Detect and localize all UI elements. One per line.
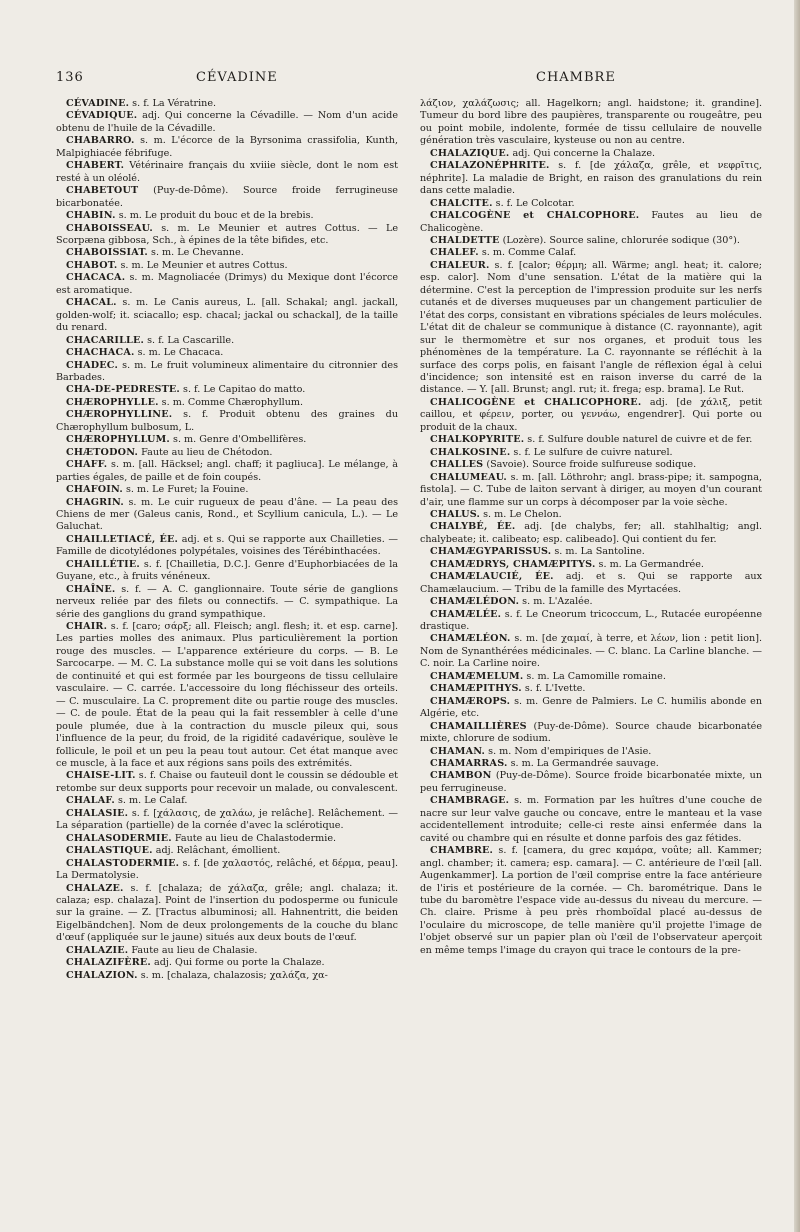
entry-text: λάζιον, χαλάζωσις; all. Hagelkorn; angl. haidstone; it. grandine]. Tumeur du bord libre des paupières, transparente ou rougeâtre, peu ou point mobile, indolente, formée de tissu cellulaire de nouvelle génération très vasculaire, kysteuse ou non au centre. [420, 98, 762, 147]
entry-headword: CHÆROPHYLLINE. [66, 409, 173, 421]
entry-text: adj. [de chalybs, fer; all. stahlhaltig; angl. chalybeate; it. calibeato; esp. calibeado]. Qui contient du fer. [420, 521, 762, 545]
entry-headword: CHALAZE. [66, 882, 124, 894]
dictionary-entry [56, 534, 398, 559]
entry-text: s. m. Comme Calaf. [478, 247, 577, 259]
page-number: 136 [56, 70, 84, 85]
dictionary-entry [56, 459, 398, 484]
dictionary-entry [56, 559, 398, 584]
entry-text: s. f. [de χάλαζα, grêle, et νεφρῖτις, néphrite]. La maladie de Bright, en raison des granulations du rein dans cette maladie. [420, 160, 762, 197]
entry-text: s. m. Formation par les huîtres d'une couche de nacre sur leur valve gauche ou concave, entre le manteau et la vase accidentellement introduite; celle-ci reste ainsi enfermée dans la cavité ou chambre qui en résulte et donne parfois des gaz fétides. [420, 795, 762, 844]
entry-headword: CHALAZION. [66, 969, 138, 981]
entry-text: s. f. [chalaza; de χάλαζα, grêle; angl. chalaza; it. calaza; esp. chalaza]. Point de l'insertion du podosperme ou funicule sur la graine. — Z. [Tractus albuminosi; all. Hahnentritt, die beiden Eigelbändchen]. Nom de deux prolongements de la couche du blanc d'œuf (appliquée sur le jaune) situés aux deux bouts de l'œuf. [56, 882, 398, 944]
entry-text: s. m. Le Meunier et autres Cottus. — Le Scorpæna gibbosa, Sch., à épines de la tête bifides, etc. [56, 222, 398, 246]
entry-text: s. m. La Santoline. [551, 546, 645, 558]
dictionary-entry [420, 397, 762, 434]
dictionary-entry [56, 297, 398, 334]
entry-headword: CHAMBRAGE. [430, 795, 510, 807]
entry-text: Vétérinaire français du xviiie siècle, dont le nom est resté à un oléolé. [56, 160, 398, 184]
dictionary-entry [420, 609, 762, 634]
entry-headword: CHACHACA. [66, 347, 135, 359]
entry-text: s. m. [chalaza, chalazosis; χαλάζα, χα- [137, 969, 328, 981]
entry-headword: CHAÎNE. [66, 583, 116, 595]
dictionary-entry [420, 596, 762, 608]
entry-text: s. f. [caro; σάρξ; all. Fleisch; angl. flesh; it. et esp. carne]. Les parties molles des animaux. Plus particulièrement la portion rouge des muscles. — L'apparence extérieure du corps. — B. Le Sarcocarpe. — M. C. La substance molle qui se voit dans les solutions de continuité et qui est formée par les bourgeons de tissu cellulaire vasculaire. — C. carrée. L'accessoire du long fléchisseur des orteils. — C. musculaire. La C. proprement dite ou partie rouge des muscles. — C. de poule. État de la peau qui la fait ressembler à celle d'une poule plumée, due à la contraction du muscle pileux qui, sous l'influence de la peur, du froid, de la rigidité cadavérique, soulève le follicule, le poil et un peu la peau tout autour. Cet état manque avec ce muscle, à la face et aux régions sans poils des extrémités. [56, 621, 398, 770]
entry-text: s. m. Le Furet; la Fouine. [122, 484, 249, 496]
dictionary-entry [56, 360, 398, 385]
dictionary-entry [420, 198, 762, 210]
entry-text: s. m. Le produit du bouc et de la brebis. [115, 210, 314, 222]
dictionary-entry [420, 98, 762, 148]
dictionary-entry [56, 272, 398, 297]
entry-text: adj. et s. Qui se rapporte aux Chamælaucium. — Tribu de la famille des Myrtacées. [420, 571, 762, 595]
entry-text: s. m. La Germandrée. [595, 558, 704, 570]
entry-headword: CHAIR. [66, 621, 108, 633]
entry-text: s. m. [all. Löthrohr; angl. brass-pipe; it. sampogna, fistola]. — C. Tube de laiton servant à diriger, au moyen d'un courant d'air, une flamme sur un corps à décomposer par la voie sèche. [420, 471, 762, 508]
entry-headword: CHABARRO. [66, 135, 135, 147]
entry-text: adj. [de χάλιξ, petit caillou, et φέρειν, porter, ou γεννάω, engendrer]. Qui porte ou produit de la chaux. [420, 396, 763, 433]
entry-headword: CHABIN. [66, 210, 116, 222]
entry-text: s. f. [Chailletia, D.C.]. Genre d'Euphorbiacées de la Guyane, etc., à fruits vénéneux. [56, 558, 398, 583]
dictionary-entry [56, 845, 398, 857]
entry-text: s. f. Le Colcotar. [492, 197, 575, 209]
entry-text: s. f. — A. C. ganglionnaire. Toute série de ganglions nerveux reliée par des filets ou connectifs. — C. sympathique. La série des ganglions du grand sympathique. [56, 583, 398, 620]
dictionary-entry [420, 770, 762, 795]
entry-text: adj. et s. Qui se rapporte aux Chailleties. — Famille de dicotylédones polypétales, voisines des Térébinthacées. [56, 533, 398, 558]
dictionary-entry [56, 770, 398, 795]
entry-headword: CHÆROPHYLLUM. [66, 434, 170, 446]
entry-headword: CHABETOUT [66, 185, 139, 197]
dictionary-entry [420, 160, 762, 197]
entry-headword: CHAFOIN. [66, 484, 123, 496]
dictionary-entry [56, 795, 398, 807]
dictionary-entry [56, 970, 398, 982]
entry-headword: CHAMAN. [430, 745, 486, 757]
entry-headword: CHABOISSEAU. [66, 222, 153, 234]
entry-text: (Puy-de-Dôme). Source froide ferrugineuse bicarbonatée. [56, 185, 398, 209]
entry-text: s. m. L'écorce de la Byrsonima crassifolia, Kunth, Malpighiacée fébrifuge. [56, 135, 398, 159]
entry-text: s. m. Comme Chærophyllum. [158, 396, 304, 408]
entry-headword: CHÆROPHYLLE. [66, 396, 159, 408]
entry-text: Faute au lieu de Chalastodermie. [171, 832, 337, 844]
entry-headword: CHALCOGÈNE et CHALCOPHORE. [430, 210, 640, 222]
dictionary-entry [56, 160, 398, 185]
entry-text: s. f. La Vératrine. [129, 98, 217, 109]
entry-text: s. m. [all. Häcksel; angl. chaff; it pagliuca]. Le mélange, à parties égales, de paille et de foin coupés. [56, 459, 398, 483]
entry-headword: CHALAF. [66, 795, 115, 807]
entry-headword: CHACAL. [66, 297, 117, 309]
entry-headword: CHALICOGÈNE et CHALICOPHORE. [430, 396, 642, 408]
entry-headword: CHACACA. [66, 272, 126, 284]
dictionary-entry [56, 584, 398, 621]
dictionary-entry [56, 98, 398, 110]
entry-headword: CHALUS. [430, 508, 481, 520]
dictionary-entry [420, 633, 762, 670]
entry-text: s. f. Le sulfure de cuivre naturel. [510, 446, 673, 458]
dictionary-entry [56, 858, 398, 883]
entry-headword: CHADEC. [66, 359, 118, 371]
entry-text: s. f. [χάλασις, de χαλάω, je relâche]. Relâchement. — La séparation (partielle) de la cornée d'avec la sclérotique. [56, 807, 398, 832]
dictionary-entry [420, 758, 762, 770]
entry-headword: CHALAZIFÈRE. [66, 957, 151, 969]
entry-text: s. m. Genre de Palmiers. Le C. humilis abonde en Algérie, etc. [420, 695, 762, 720]
dictionary-entry [420, 746, 762, 758]
entry-text: (Puy-de-Dôme). Source froide bicarbonatée mixte, un peu ferrugineuse. [420, 770, 762, 794]
entry-text: s. f. [camera, du grec καμάρα, voûte; all. Kammer; angl. chamber; it. camera; esp. camara]. — C. antérieure de l'œil [all. Augenkammer]. La portion de l'œil comprise entre la face antérieure de l'iris et postérieure de la cornée. — Ch. barométrique. Dans le tube du baromètre l'espace vide au-dessus du niveau du mercure. — Ch. claire. Prisme à peu près rhomboïdal placé au-dessus de l'oculaire du microscope, de telle manière qu'il projette l'image de l'objet observé sur un papier plan où l'œil de l'observateur aperçoit en même temps l'image du crayon qui trace le contours de la pre- [420, 845, 762, 956]
dictionary-entry [56, 409, 398, 434]
dictionary-entry [420, 434, 762, 446]
dictionary-entry [56, 335, 398, 347]
entry-headword: CHALEUR. [430, 259, 490, 271]
entry-text: Faute au lieu de Chétodon. [138, 446, 273, 458]
dictionary-entry [56, 384, 398, 396]
entry-text: s. m. Le Meunier et autres Cottus. [117, 259, 288, 271]
left-guide-word: CÉVADINE [196, 70, 278, 85]
dictionary-entry [56, 110, 398, 135]
entry-text: s. f. [de χαλαστός, relâché, et δέρμα, peau]. La Dermatolysie. [56, 857, 398, 882]
dictionary-entry [56, 447, 398, 459]
entry-text: s. m. Le Calaf. [114, 795, 188, 807]
entry-headword: CHAMÆLÉON. [430, 633, 511, 645]
dictionary-entry [56, 260, 398, 272]
dictionary-entry [56, 135, 398, 160]
right-column [420, 98, 762, 957]
dictionary-entry [420, 795, 762, 845]
entry-headword: CHALYBÉ, ÉE. [430, 521, 516, 533]
dictionary-entry [420, 260, 762, 397]
running-header [56, 70, 764, 90]
entry-text: Faute au lieu de Chalasie. [128, 944, 258, 956]
dictionary-entry [56, 484, 398, 496]
entry-headword: CHACARILLE. [66, 334, 145, 346]
entry-headword: CHALKOPYRITE. [430, 434, 525, 446]
entry-text: adj. Relâchant, émollient. [152, 845, 281, 857]
dictionary-entry [420, 845, 762, 957]
entry-text: s. m. [de χαμαί, à terre, et λέων, lion : petit lion]. Nom de Synanthérées médicinales. — C. blanc. La Carline blanche. — C. noir. La Carline noire. [420, 633, 762, 670]
entry-text: s. m. Genre d'Ombellifères. [169, 434, 307, 446]
entry-text: s. f. Le Cneorum tricoccum, L., Rutacée européenne drastique. [420, 608, 762, 633]
left-column [56, 98, 398, 982]
entry-headword: CHALKOSINE. [430, 446, 511, 458]
entry-text: s. f. Produit obtenu des graines du Chærophyllum bulbosum, L. [56, 409, 398, 433]
entry-headword: CHAMBON [430, 770, 492, 782]
entry-headword: CHALASTIQUE. [66, 845, 153, 857]
entry-text: Fautes au lieu de Chalicogène. [420, 210, 762, 234]
entry-headword: CHAMÆDRYS, CHAMÆPITYS. [430, 558, 596, 570]
entry-headword: CHAMÆLÉDON. [430, 596, 520, 608]
entry-headword: CHABOT. [66, 259, 118, 271]
entry-headword: CHAMÆPITHYS. [430, 683, 522, 695]
entry-text: s. f. [calor; θέρμη; all. Wärme; angl. heat; it. calore; esp. calor]. Nom d'une sensation. L'état de la matière qui la détermine. C'est la perception de l'impression produite sur les nerfs cutanés et de diverses muqueuses par un changement particulier de l'état des corps, consistant en vibrations spéciales de leurs molécules. L'état dit de chaleur se communique à distance (C. rayonnante), agit sur le thermomètre et sur nos organes, et produit tous les phénomènes de la température. La C. rayonnante se réfléchit à la surface des corps polis, en faisant l'angle de réflexion égal à celui d'incidence; son intensité est en raison inverse du carré de la distance. — Y. [all. Brunst; angl. rut; it. frega; esp. brama]. Le Rut. [420, 259, 763, 396]
entry-headword: CHAMÆLAUCIÉ, ÉE. [430, 571, 554, 583]
entry-headword: CHAGRIN. [66, 496, 124, 508]
dictionary-entry [56, 945, 398, 957]
dictionary-entry [56, 621, 398, 770]
dictionary-entry [56, 247, 398, 259]
entry-headword: CHALAZIE. [66, 944, 129, 956]
entry-text: (Puy-de-Dôme). Source chaude bicarbonatée mixte, chlorure de sodium. [420, 720, 762, 745]
entry-headword: CHALCITE. [430, 197, 493, 209]
dictionary-entry [420, 459, 762, 471]
entry-headword: CHALASODERMIE. [66, 832, 172, 844]
entry-text: s. m. Le Canis aureus, L. [all. Schakal; angl. jackall, golden-wolf; it. sciacallo; esp. chacal; jackal ou schackal], de la taille du renard. [56, 297, 398, 334]
entry-text: (Lozère). Source saline, chlorurée sodique (30°). [499, 234, 740, 246]
entry-headword: CHALASTODERMIE. [66, 857, 180, 869]
entry-text: s. f. Chaise ou fauteuil dont le coussin se dédouble et retombe sur deux supports pour recevoir un malade, ou convalescent. [56, 770, 398, 794]
entry-headword: CHALLES [430, 459, 484, 471]
entry-text: s. f. La Cascarille. [144, 334, 235, 346]
dictionary-entry [420, 721, 762, 746]
entry-text: s. m. Le fruit volumineux alimentaire du citronnier des Barbades. [56, 359, 398, 383]
entry-headword: CHAFF. [66, 459, 108, 471]
entry-headword: CHALEF. [430, 247, 479, 259]
dictionary-entry [56, 223, 398, 248]
dictionary-entry [420, 696, 762, 721]
dictionary-entry [420, 447, 762, 459]
dictionary-entry [56, 808, 398, 833]
dictionary-entry [56, 434, 398, 446]
dictionary-entry [56, 497, 398, 534]
entry-headword: CHAMÆROPS. [430, 695, 511, 707]
dictionary-entry [56, 210, 398, 222]
entry-headword: CHAMÆGYPARISSUS. [430, 546, 552, 558]
entry-headword: CHALAZIQUE. [430, 147, 510, 159]
dictionary-entry [420, 235, 762, 247]
dictionary-entry [420, 559, 762, 571]
dictionary-entry [56, 883, 398, 945]
entry-headword: CÉVADIQUE. [66, 110, 138, 122]
entry-headword: CHAILLÉTIE. [66, 558, 140, 570]
entry-text: s. f. Le Capitao do matto. [179, 384, 306, 396]
entry-headword: CHALDETTE [430, 234, 500, 246]
entry-text: adj. Qui concerne la Chalaze. [509, 147, 656, 159]
dictionary-entry [420, 210, 762, 235]
dictionary-entry [56, 185, 398, 210]
entry-headword: CHALUMEAU. [430, 471, 507, 483]
entry-headword: CHALAZONÉPHRITE. [430, 160, 550, 172]
entry-text: s. m. Nom d'empiriques de l'Asie. [485, 745, 652, 757]
dictionary-entry [420, 509, 762, 521]
entry-headword: CHALASIE. [66, 807, 129, 819]
entry-text: s. m. Le Chevanne. [147, 247, 244, 259]
entry-headword: CHAISE-LIT. [66, 770, 136, 782]
entry-text: s. m. Le Chacaca. [134, 347, 224, 359]
dictionary-entry [420, 571, 762, 596]
entry-text: s. m. Le Chelon. [480, 508, 562, 520]
entry-headword: CHABERT. [66, 160, 125, 172]
entry-text: s. m. L'Azalée. [519, 596, 593, 608]
dictionary-entry [420, 148, 762, 160]
entry-text: s. f. Sulfure double naturel de cuivre et de fer. [524, 434, 753, 446]
dictionary-entry [420, 521, 762, 546]
dictionary-entry [56, 397, 398, 409]
entry-headword: CHAMÆMELUM. [430, 670, 524, 682]
entry-headword: CHAILLETIACÉ, ÉE. [66, 533, 179, 545]
entry-text: s. m. La Germandrée sauvage. [507, 758, 659, 770]
entry-headword: CHAMARRAS. [430, 758, 508, 770]
page-edge [794, 0, 800, 1232]
entry-headword: CHAMÆLÉE. [430, 608, 502, 620]
entry-headword: CHA-DE-PEDRESTE. [66, 384, 180, 396]
entry-headword: CHÆTODON. [66, 446, 139, 458]
entry-headword: CÉVADINE. [66, 98, 130, 109]
entry-headword: CHAMAILLIÈRES [430, 720, 527, 732]
entry-text: (Savoie). Source froide sulfureuse sodique. [483, 459, 697, 471]
dictionary-entry [420, 671, 762, 683]
entry-headword: CHAMBRE. [430, 845, 494, 857]
entry-text: s. m. Magnoliacée (Drimys) du Mexique dont l'écorce est aromatique. [56, 272, 398, 296]
entry-text: adj. Qui concerne la Cévadille. — Nom d'un acide obtenu de l'huile de la Cévadille. [56, 110, 398, 134]
dictionary-entry [56, 833, 398, 845]
entry-text: adj. Qui forme ou porte la Chalaze. [150, 957, 325, 969]
entry-text: s. m. Le cuir rugueux de peau d'âne. — La peau des Chiens de mer (Galeus canis, Rond., et Scyllium canicula, L.). — Le Galuchat. [56, 496, 398, 533]
entry-text: s. f. L'Ivette. [521, 683, 586, 695]
entry-text: s. m. La Camomille romaine. [523, 670, 666, 682]
entry-headword: CHABOISSIAT. [66, 247, 148, 259]
dictionary-entry [420, 546, 762, 558]
dictionary-entry [420, 472, 762, 509]
dictionary-entry [56, 347, 398, 359]
right-guide-word: CHAMBRE [536, 70, 616, 85]
dictionary-entry [420, 683, 762, 695]
dictionary-entry [56, 957, 398, 969]
dictionary-entry [420, 247, 762, 259]
